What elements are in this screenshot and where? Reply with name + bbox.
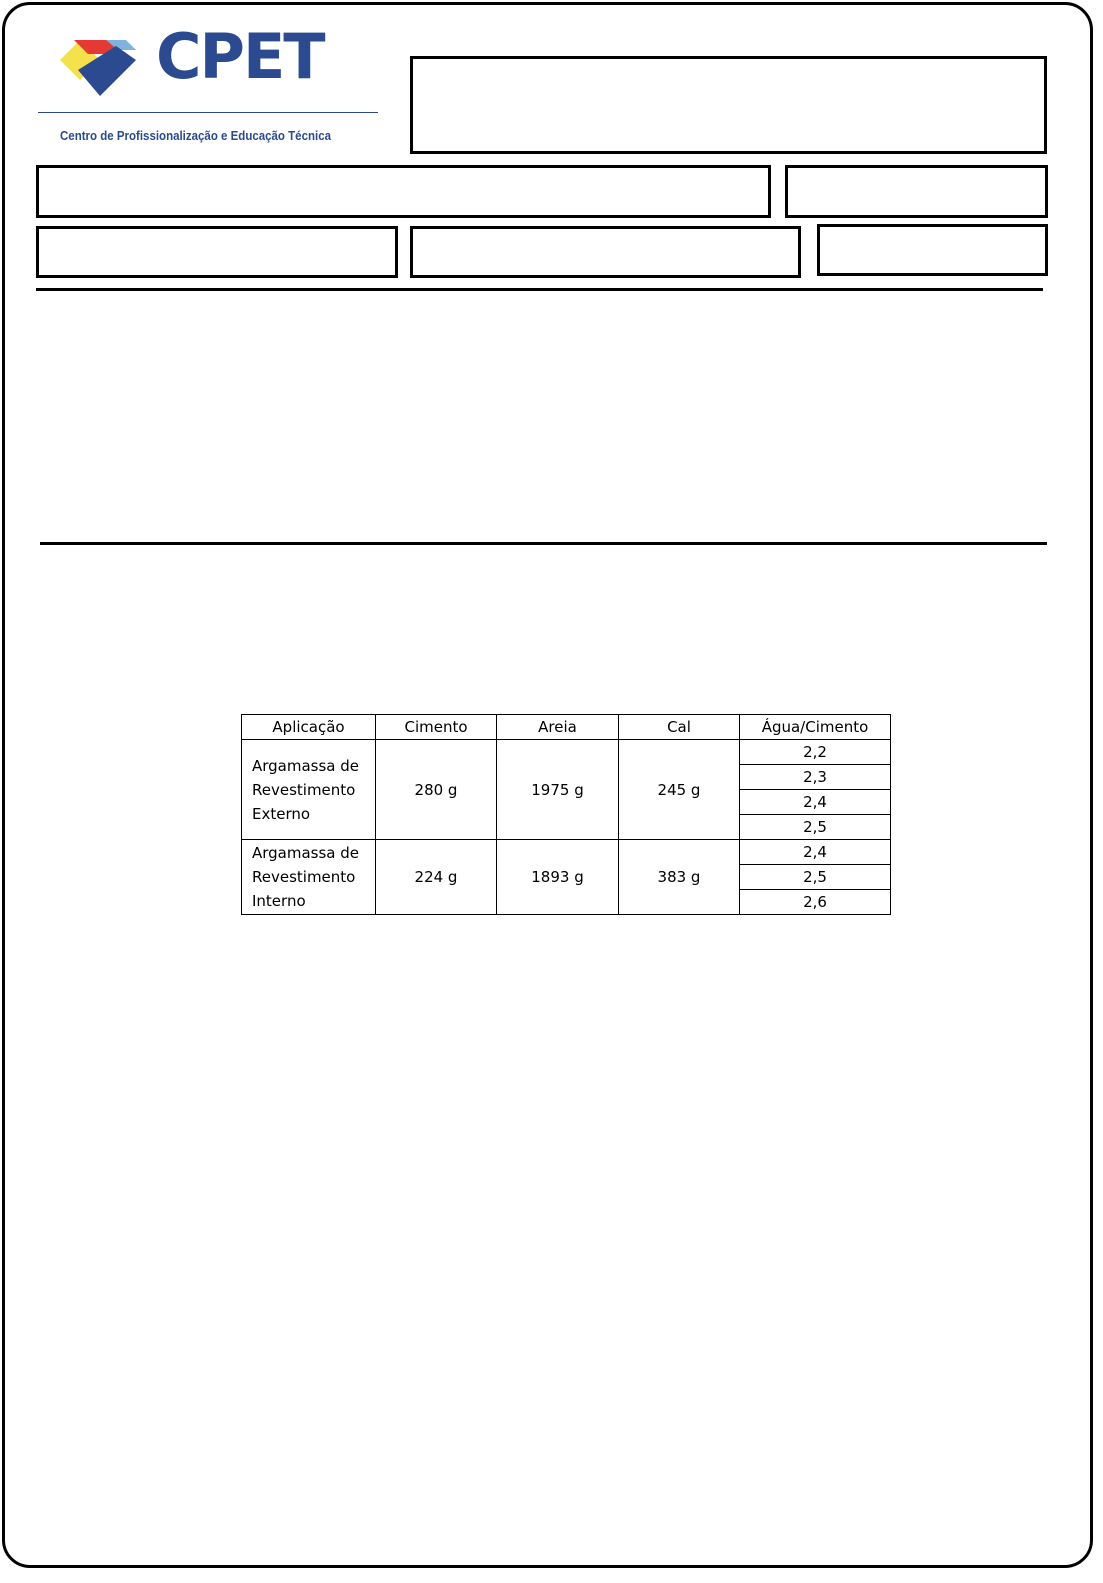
cell-ratio: 2,6 (740, 890, 891, 915)
cell-cal-externo: 245 g (619, 740, 740, 840)
cpet-logo (38, 20, 378, 152)
table-header-row (242, 715, 891, 740)
cell-ratio: 2,4 (740, 790, 891, 815)
logo-subtitle: Centro de Profissionalização e Educação Técnica (60, 129, 331, 143)
name-field-box[interactable] (36, 165, 771, 218)
field-box-right[interactable] (817, 224, 1048, 276)
cell-areia-interno: 1893 g (497, 840, 619, 915)
cell-areia-externo: 1975 g (497, 740, 619, 840)
middle-divider-line (40, 542, 1047, 545)
table-row (242, 840, 891, 865)
cell-cimento-externo: 280 g (376, 740, 497, 840)
cell-cal-interno: 383 g (619, 840, 740, 915)
mortar-mix-table (241, 714, 891, 915)
diamond-logo-icon (60, 36, 140, 100)
cell-cimento-interno: 224 g (376, 840, 497, 915)
col-header-agua-cimento: Água/Cimento (740, 715, 891, 740)
cell-ratio: 2,4 (740, 840, 891, 865)
header-title-box[interactable] (410, 56, 1047, 154)
col-header-cal: Cal (619, 715, 740, 740)
cell-ratio: 2,3 (740, 765, 891, 790)
col-header-areia: Areia (497, 715, 619, 740)
top-divider-line (36, 288, 1043, 291)
cell-aplicacao-externo: Argamassa de Revestimento Externo (242, 740, 376, 840)
small-field-box-1[interactable] (785, 165, 1048, 218)
cell-ratio: 2,5 (740, 815, 891, 840)
cell-ratio: 2,5 (740, 865, 891, 890)
cell-aplicacao-interno: Argamassa de Revestimento Interno (242, 840, 376, 915)
cell-ratio: 2,2 (740, 740, 891, 765)
col-header-cimento: Cimento (376, 715, 497, 740)
field-box-middle[interactable] (410, 226, 801, 278)
logo-wordmark: CPET (156, 20, 324, 93)
table-row (242, 740, 891, 765)
field-box-left[interactable] (36, 226, 398, 278)
col-header-aplicacao: Aplicação (242, 715, 376, 740)
logo-divider (38, 112, 378, 113)
